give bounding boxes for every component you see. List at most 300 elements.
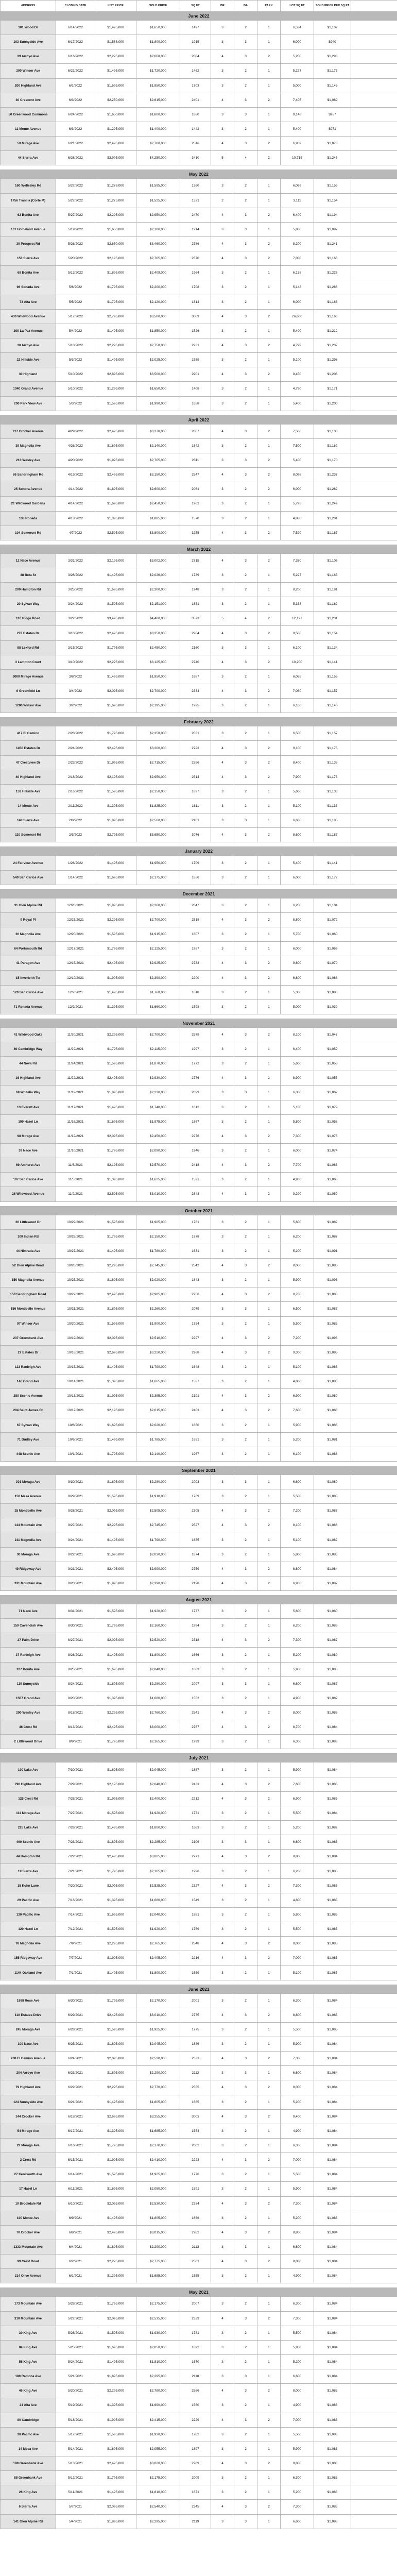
section-gap bbox=[1, 165, 397, 170]
table-row bbox=[1, 1791, 397, 1806]
cell-sold-price: $2,150,000 bbox=[136, 784, 180, 799]
cell-sq-ft: 2542 bbox=[180, 1258, 211, 1273]
cell-ba: 3 bbox=[234, 1302, 257, 1316]
cell-sold-price: $2,230,000 bbox=[136, 1086, 180, 1100]
cell-spacer bbox=[351, 2153, 397, 2167]
cell-park: 1 bbox=[257, 799, 281, 814]
cell-spacer bbox=[351, 2109, 397, 2124]
cell-address: 100 Nace Ave bbox=[1, 2037, 56, 2052]
cell-lot-sq-ft: 9,400 bbox=[281, 2109, 314, 2124]
cell-sq-ft: 2007 bbox=[180, 2297, 211, 2311]
cell-list-price: $1,495,000 bbox=[95, 1648, 136, 1662]
cell-ba: 3 bbox=[234, 49, 257, 64]
cell-lot-sq-ft: 7,500 bbox=[281, 424, 314, 438]
cell-sold-price: $1,800,000 bbox=[136, 107, 180, 122]
section-gap bbox=[1, 540, 397, 545]
cell-price-per-sq-ft: $1,097 bbox=[314, 222, 351, 236]
table-row bbox=[1, 870, 397, 885]
cell-sold-price: $2,990,000 bbox=[136, 1562, 180, 1576]
cell-list-price: $1,895,000 bbox=[95, 2066, 136, 2080]
cell-closing-date: 8/20/2021 bbox=[56, 1691, 95, 1705]
cell-ba: 3 bbox=[234, 338, 257, 352]
cell-address: 80 Cambridge Way bbox=[1, 1042, 56, 1057]
cell-sq-ft: 1997 bbox=[180, 1042, 211, 1057]
cell-park: 1 bbox=[257, 2442, 281, 2456]
table-row bbox=[1, 2354, 397, 2369]
cell-park: 2 bbox=[257, 309, 281, 324]
cell-park: 1 bbox=[257, 1676, 281, 1691]
cell-spacer bbox=[351, 2167, 397, 2182]
cell-lot-sq-ft: 5,100 bbox=[281, 1100, 314, 1114]
cell-lot-sq-ft: 6,600 bbox=[281, 1475, 314, 1489]
cell-address: 156 Monticello Avenue bbox=[1, 1302, 56, 1316]
cell-closing-date: 9/30/2021 bbox=[56, 1475, 95, 1489]
cell-spacer bbox=[351, 1922, 397, 1937]
cell-spacer bbox=[351, 2413, 397, 2427]
cell-park: 1 bbox=[257, 898, 281, 912]
table-row bbox=[1, 1504, 397, 1518]
cell-list-price: $2,495,000 bbox=[95, 1287, 136, 1302]
cell-address: 153 Sierra Ave bbox=[1, 251, 56, 266]
cell-sold-price: $3,460,000 bbox=[136, 236, 180, 251]
table-row bbox=[1, 1316, 397, 1331]
cell-park: 1 bbox=[257, 1691, 281, 1705]
cell-price-per-sq-ft: $1,085 bbox=[314, 1937, 351, 1951]
cell-list-price: $1,595,000 bbox=[95, 396, 136, 411]
cell-price-per-sq-ft: $1,085 bbox=[314, 1835, 351, 1850]
cell-spacer bbox=[351, 64, 397, 78]
cell-sq-ft: 1962 bbox=[180, 497, 211, 511]
cell-list-price: $1,695,000 bbox=[95, 497, 136, 511]
cell-lot-sq-ft: 5,600 bbox=[281, 1057, 314, 1071]
cell-park: 1 bbox=[257, 1086, 281, 1100]
cell-spacer bbox=[351, 568, 397, 582]
cell-park: 1 bbox=[257, 1922, 281, 1937]
cell-ba: 3 bbox=[234, 2456, 257, 2470]
table-row bbox=[1, 438, 397, 453]
cell-sq-ft: 2518 bbox=[180, 912, 211, 927]
cell-sq-ft: 2200 bbox=[180, 971, 211, 985]
cell-price-per-sq-ft: $1,086 bbox=[314, 1706, 351, 1720]
cell-sq-ft: 2561 bbox=[180, 2255, 211, 2269]
cell-ba: 2 bbox=[234, 1143, 257, 1158]
cell-lot-sq-ft: 4,888 bbox=[281, 511, 314, 526]
cell-park: 1 bbox=[257, 1662, 281, 1676]
cell-sq-ft: 1761 bbox=[180, 1215, 211, 1229]
cell-list-price: $2,195,000 bbox=[95, 1158, 136, 1173]
cell-lot-sq-ft: 6,000 bbox=[281, 942, 314, 956]
cell-lot-sq-ft: 7,405 bbox=[281, 93, 314, 107]
table-row bbox=[1, 2297, 397, 2311]
table-row bbox=[1, 324, 397, 338]
cell-list-price: $2,095,000 bbox=[95, 1504, 136, 1518]
cell-spacer bbox=[351, 583, 397, 597]
cell-br: 4 bbox=[211, 2456, 234, 2470]
cell-spacer bbox=[351, 453, 397, 467]
cell-sq-ft: 1655 bbox=[180, 1533, 211, 1547]
table-row bbox=[1, 2052, 397, 2066]
cell-spacer bbox=[351, 1937, 397, 1951]
cell-park: 2 bbox=[257, 137, 281, 151]
table-row bbox=[1, 1762, 397, 1777]
cell-price-per-sq-ft: $1,087 bbox=[314, 1633, 351, 1648]
table-row bbox=[1, 251, 397, 266]
cell-sq-ft: 2002 bbox=[180, 2138, 211, 2153]
cell-park: 1 bbox=[257, 2297, 281, 2311]
cell-closing-date: 9/24/2021 bbox=[56, 1533, 95, 1547]
cell-closing-date: 8/13/2021 bbox=[56, 1720, 95, 1735]
table-row bbox=[1, 2427, 397, 2442]
cell-spacer bbox=[351, 1027, 397, 1042]
cell-park: 1 bbox=[257, 222, 281, 236]
cell-sold-price: $2,390,000 bbox=[136, 971, 180, 985]
cell-park: 1 bbox=[257, 64, 281, 78]
cell-address: 21 Alta Ave bbox=[1, 2398, 56, 2413]
cell-lot-sq-ft: 7,500 bbox=[281, 438, 314, 453]
cell-ba: 2 bbox=[234, 726, 257, 741]
cell-sold-price: $2,570,000 bbox=[136, 1158, 180, 1173]
cell-address: 204 Saint James Dr bbox=[1, 1403, 56, 1418]
cell-closing-date: 12/17/2021 bbox=[56, 942, 95, 956]
cell-park: 1 bbox=[257, 1418, 281, 1432]
cell-sold-price: $2,140,000 bbox=[136, 1447, 180, 1461]
cell-lot-sq-ft: 5,100 bbox=[281, 353, 314, 367]
cell-sq-ft: 2904 bbox=[180, 626, 211, 640]
cell-spacer bbox=[351, 1676, 397, 1691]
cell-spacer bbox=[351, 2037, 397, 2052]
section-gap bbox=[1, 2283, 397, 2288]
cell-park: 2 bbox=[257, 526, 281, 540]
table-row bbox=[1, 49, 397, 64]
cell-ba: 3 bbox=[234, 814, 257, 828]
cell-price-per-sq-ft: $1,083 bbox=[314, 1662, 351, 1676]
cell-sold-price: $2,409,000 bbox=[136, 266, 180, 280]
cell-ba: 2 bbox=[234, 2297, 257, 2311]
cell-br: 3 bbox=[211, 1215, 234, 1229]
month-label: May 2022 bbox=[1, 170, 397, 179]
cell-sold-price: $2,450,000 bbox=[136, 640, 180, 655]
cell-park: 1 bbox=[257, 597, 281, 612]
cell-sq-ft: 2555 bbox=[180, 2080, 211, 2095]
cell-ba: 3 bbox=[234, 208, 257, 222]
cell-price-per-sq-ft: $1,145 bbox=[314, 78, 351, 93]
cell-ba: 3 bbox=[234, 236, 257, 251]
cell-spacer bbox=[351, 107, 397, 122]
cell-list-price: $1,795,000 bbox=[95, 2471, 136, 2485]
cell-lot-sq-ft: 8,800 bbox=[281, 912, 314, 927]
cell-sq-ft: 2339 bbox=[180, 2311, 211, 2326]
cell-list-price: $1,695,000 bbox=[95, 1273, 136, 1287]
cell-lot-sq-ft: 10,715 bbox=[281, 151, 314, 165]
cell-closing-date: 9/20/2021 bbox=[56, 1576, 95, 1590]
cell-closing-date: 10/28/2021 bbox=[56, 1229, 95, 1244]
cell-spacer bbox=[351, 770, 397, 784]
cell-br: 3 bbox=[211, 482, 234, 497]
cell-spacer bbox=[351, 755, 397, 770]
cell-list-price: $1,695,000 bbox=[95, 438, 136, 453]
cell-br: 3 bbox=[211, 2022, 234, 2037]
cell-price-per-sq-ft: $1,140 bbox=[314, 699, 351, 713]
cell-list-price: $2,795,000 bbox=[95, 828, 136, 842]
cell-ba: 2 bbox=[234, 1316, 257, 1331]
table-row bbox=[1, 1777, 397, 1791]
cell-sold-price: $1,400,000 bbox=[136, 122, 180, 136]
cell-spacer bbox=[351, 1143, 397, 1158]
cell-ba: 2 bbox=[234, 497, 257, 511]
cell-list-price: $1,395,000 bbox=[95, 1893, 136, 1907]
cell-spacer bbox=[351, 1835, 397, 1850]
cell-spacer bbox=[351, 1389, 397, 1403]
cell-spacer bbox=[351, 2369, 397, 2384]
cell-list-price: $1,995,000 bbox=[95, 1389, 136, 1403]
cell-address: 125 Crest Rd bbox=[1, 1791, 56, 1806]
cell-ba: 3 bbox=[234, 1791, 257, 1806]
cell-spacer bbox=[351, 2514, 397, 2529]
cell-list-price: $1,495,000 bbox=[95, 64, 136, 78]
cell-spacer bbox=[351, 2500, 397, 2514]
cell-ba: 3 bbox=[234, 1389, 257, 1403]
cell-sq-ft: 1867 bbox=[180, 1114, 211, 1129]
cell-park: 2 bbox=[257, 468, 281, 482]
cell-park: 2 bbox=[257, 755, 281, 770]
cell-br: 3 bbox=[211, 1086, 234, 1100]
cell-spacer bbox=[351, 640, 397, 655]
header-closing-date: CLOSING DATE bbox=[56, 1, 95, 12]
cell-br: 4 bbox=[211, 1633, 234, 1648]
cell-br: 3 bbox=[211, 927, 234, 942]
cell-list-price: $1,795,000 bbox=[95, 1993, 136, 2008]
cell-br: 4 bbox=[211, 1258, 234, 1273]
cell-price-per-sq-ft: $1,084 bbox=[314, 1993, 351, 2008]
cell-br: 3 bbox=[211, 1489, 234, 1504]
cell-closing-date: 6/24/2021 bbox=[56, 2052, 95, 2066]
table-row bbox=[1, 1706, 397, 1720]
cell-address: 64 Portsmouth Rd bbox=[1, 942, 56, 956]
cell-closing-date: 7/9/2021 bbox=[56, 1937, 95, 1951]
cell-br: 3 bbox=[211, 382, 234, 396]
cell-closing-date: 9/28/2021 bbox=[56, 1504, 95, 1518]
cell-price-per-sq-ft: $1,082 bbox=[314, 1215, 351, 1229]
table-row bbox=[1, 1951, 397, 1965]
cell-br: 4 bbox=[211, 2311, 234, 2326]
cell-spacer bbox=[351, 236, 397, 251]
cell-address: 71 Ronada Avenue bbox=[1, 999, 56, 1014]
cell-list-price: $2,895,000 bbox=[95, 367, 136, 382]
cell-address: 14 Mesa Ave bbox=[1, 2442, 56, 2456]
cell-spacer bbox=[351, 353, 397, 367]
cell-price-per-sq-ft: $1,058 bbox=[314, 1114, 351, 1129]
cell-ba: 3 bbox=[234, 367, 257, 382]
cell-spacer bbox=[351, 699, 397, 713]
table-row bbox=[1, 2109, 397, 2124]
cell-sold-price: $2,200,000 bbox=[136, 280, 180, 295]
table-row bbox=[1, 828, 397, 842]
cell-lot-sq-ft: 5,900 bbox=[281, 2182, 314, 2196]
cell-ba: 2 bbox=[234, 122, 257, 136]
cell-br: 3 bbox=[211, 2340, 234, 2354]
cell-price-per-sq-ft: $1,181 bbox=[314, 583, 351, 597]
cell-address: 110 Estates Drive bbox=[1, 2008, 56, 2022]
cell-sold-price: $1,920,000 bbox=[136, 1806, 180, 1820]
cell-ba: 2 bbox=[234, 784, 257, 799]
cell-ba: 2 bbox=[234, 1173, 257, 1187]
cell-address: 430 Wildwood Avenue bbox=[1, 309, 56, 324]
cell-price-per-sq-ft: $1,246 bbox=[314, 151, 351, 165]
cell-closing-date: 6/4/2021 bbox=[56, 2240, 95, 2254]
cell-address: 1144 Oakland Ave bbox=[1, 1965, 56, 1980]
cell-closing-date: 3/10/2022 bbox=[56, 655, 95, 669]
month-header-row bbox=[1, 2288, 397, 2297]
cell-ba: 2 bbox=[234, 1864, 257, 1878]
cell-ba: 2 bbox=[234, 999, 257, 1014]
cell-lot-sq-ft: 5,200 bbox=[281, 49, 314, 64]
cell-list-price: $2,195,000 bbox=[95, 1777, 136, 1791]
cell-list-price: $1,895,000 bbox=[95, 266, 136, 280]
cell-list-price: $1,595,000 bbox=[95, 1922, 136, 1937]
cell-park: 1 bbox=[257, 1547, 281, 1562]
cell-price-per-sq-ft: $1,083 bbox=[314, 2427, 351, 2442]
cell-br: 3 bbox=[211, 1418, 234, 1432]
cell-spacer bbox=[351, 1273, 397, 1287]
cell-br: 3 bbox=[211, 2037, 234, 2052]
cell-lot-sq-ft: 8,600 bbox=[281, 828, 314, 842]
cell-spacer bbox=[351, 1965, 397, 1980]
cell-closing-date: 5/4/2021 bbox=[56, 2514, 95, 2529]
cell-br: 3 bbox=[211, 78, 234, 93]
cell-list-price: $1,995,000 bbox=[95, 971, 136, 985]
cell-list-price: $1,395,000 bbox=[95, 799, 136, 814]
cell-closing-date: 3/15/2022 bbox=[56, 640, 95, 655]
cell-sold-price: $1,800,000 bbox=[136, 35, 180, 49]
cell-price-per-sq-ft: $1,084 bbox=[314, 2354, 351, 2369]
cell-park: 2 bbox=[257, 424, 281, 438]
cell-ba: 2 bbox=[234, 1418, 257, 1432]
cell-park: 2 bbox=[257, 971, 281, 985]
cell-sold-price: $3,000,000 bbox=[136, 1720, 180, 1735]
table-row bbox=[1, 597, 397, 612]
table-row bbox=[1, 971, 397, 985]
cell-br: 4 bbox=[211, 236, 234, 251]
cell-price-per-sq-ft: $1,070 bbox=[314, 956, 351, 971]
cell-br: 4 bbox=[211, 655, 234, 669]
cell-closing-date: 11/12/2021 bbox=[56, 1129, 95, 1143]
cell-sold-price: $1,810,000 bbox=[136, 2485, 180, 2500]
cell-ba: 3 bbox=[234, 2384, 257, 2398]
cell-ba: 2 bbox=[234, 1114, 257, 1129]
cell-list-price: $2,095,000 bbox=[95, 1331, 136, 1345]
cell-sold-price: $2,385,000 bbox=[136, 1389, 180, 1403]
cell-br: 4 bbox=[211, 1389, 234, 1403]
cell-price-per-sq-ft: $1,055 bbox=[314, 1057, 351, 1071]
table-row bbox=[1, 942, 397, 956]
cell-sold-price: $1,650,000 bbox=[136, 21, 180, 35]
table-row bbox=[1, 2384, 397, 2398]
cell-sold-price: $2,615,000 bbox=[136, 1403, 180, 1418]
cell-list-price: $1,495,000 bbox=[95, 568, 136, 582]
cell-address: 237 Greenbank Ave bbox=[1, 1331, 56, 1345]
cell-lot-sq-ft: 6,200 bbox=[281, 1619, 314, 1633]
cell-address: 130 Pacific Ave bbox=[1, 1907, 56, 1922]
cell-price-per-sq-ft: $1,084 bbox=[314, 2340, 351, 2354]
cell-sq-ft: 2327 bbox=[180, 1878, 211, 1893]
cell-address: 30 Moraga Ave bbox=[1, 1547, 56, 1562]
cell-park: 1 bbox=[257, 1835, 281, 1850]
cell-address: 2 Littlewood Drive bbox=[1, 1735, 56, 1749]
cell-br: 4 bbox=[211, 2080, 234, 2095]
cell-br: 3 bbox=[211, 2398, 234, 2413]
cell-lot-sq-ft: 7,380 bbox=[281, 553, 314, 568]
cell-lot-sq-ft: 5,900 bbox=[281, 1418, 314, 1432]
cell-sold-price: $1,915,000 bbox=[136, 927, 180, 942]
cell-address: 107 Homeland Avenue bbox=[1, 222, 56, 236]
cell-list-price: $2,095,000 bbox=[95, 1633, 136, 1648]
cell-park: 1 bbox=[257, 2066, 281, 2080]
month-header-row bbox=[1, 1466, 397, 1475]
cell-closing-date: 3/18/2022 bbox=[56, 626, 95, 640]
cell-spacer bbox=[351, 1791, 397, 1806]
cell-list-price: $1,995,000 bbox=[95, 2413, 136, 2427]
cell-sq-ft: 2733 bbox=[180, 956, 211, 971]
cell-closing-date: 10/29/2021 bbox=[56, 1215, 95, 1229]
cell-sold-price: $3,200,000 bbox=[136, 741, 180, 755]
cell-br: 4 bbox=[211, 137, 234, 151]
cell-ba: 3 bbox=[234, 741, 257, 755]
month-label: November 2021 bbox=[1, 1019, 397, 1027]
cell-br: 4 bbox=[211, 2384, 234, 2398]
cell-lot-sq-ft: 6,600 bbox=[281, 2066, 314, 2080]
cell-spacer bbox=[351, 2485, 397, 2500]
cell-sold-price: $2,165,000 bbox=[136, 1864, 180, 1878]
cell-br: 4 bbox=[211, 1518, 234, 1533]
cell-spacer bbox=[351, 1533, 397, 1547]
cell-closing-date: 7/20/2021 bbox=[56, 1878, 95, 1893]
cell-sq-ft: 1671 bbox=[180, 2485, 211, 2500]
cell-br: 3 bbox=[211, 1229, 234, 1244]
cell-list-price: $1,795,000 bbox=[95, 1229, 136, 1244]
cell-park: 2 bbox=[257, 612, 281, 626]
cell-ba: 2 bbox=[234, 2037, 257, 2052]
cell-sold-price: $2,505,000 bbox=[136, 1504, 180, 1518]
cell-price-per-sq-ft: $1,086 bbox=[314, 1418, 351, 1432]
cell-lot-sq-ft: 6,600 bbox=[281, 2369, 314, 2384]
cell-list-price: $2,095,000 bbox=[95, 2052, 136, 2066]
cell-closing-date: 2/18/2022 bbox=[56, 770, 95, 784]
cell-closing-date: 5/26/2021 bbox=[56, 2326, 95, 2340]
section-gap bbox=[1, 885, 397, 889]
cell-address: 21 Wildwood Gardens bbox=[1, 497, 56, 511]
cell-sq-ft: 1526 bbox=[180, 324, 211, 338]
section-gap-cell bbox=[1, 885, 397, 889]
cell-sold-price: $1,800,000 bbox=[136, 1648, 180, 1662]
cell-br: 3 bbox=[211, 2369, 234, 2384]
cell-br: 3 bbox=[211, 2066, 234, 2080]
table-row bbox=[1, 1432, 397, 1447]
cell-sold-price: $2,700,000 bbox=[136, 137, 180, 151]
cell-list-price: $1,795,000 bbox=[95, 295, 136, 309]
cell-price-per-sq-ft: $1,083 bbox=[314, 1619, 351, 1633]
table-row bbox=[1, 568, 397, 582]
cell-spacer bbox=[351, 1706, 397, 1720]
cell-sold-price: $1,920,000 bbox=[136, 1604, 180, 1619]
cell-price-per-sq-ft: $1,185 bbox=[314, 814, 351, 828]
cell-price-per-sq-ft: $1,039 bbox=[314, 999, 351, 1014]
cell-sq-ft: 2099 bbox=[180, 1086, 211, 1100]
cell-spacer bbox=[351, 912, 397, 927]
cell-sold-price: $2,950,000 bbox=[136, 770, 180, 784]
table-row bbox=[1, 1375, 397, 1389]
cell-sq-ft: 2789 bbox=[180, 2456, 211, 2470]
cell-sq-ft: 3003 bbox=[180, 2109, 211, 2124]
